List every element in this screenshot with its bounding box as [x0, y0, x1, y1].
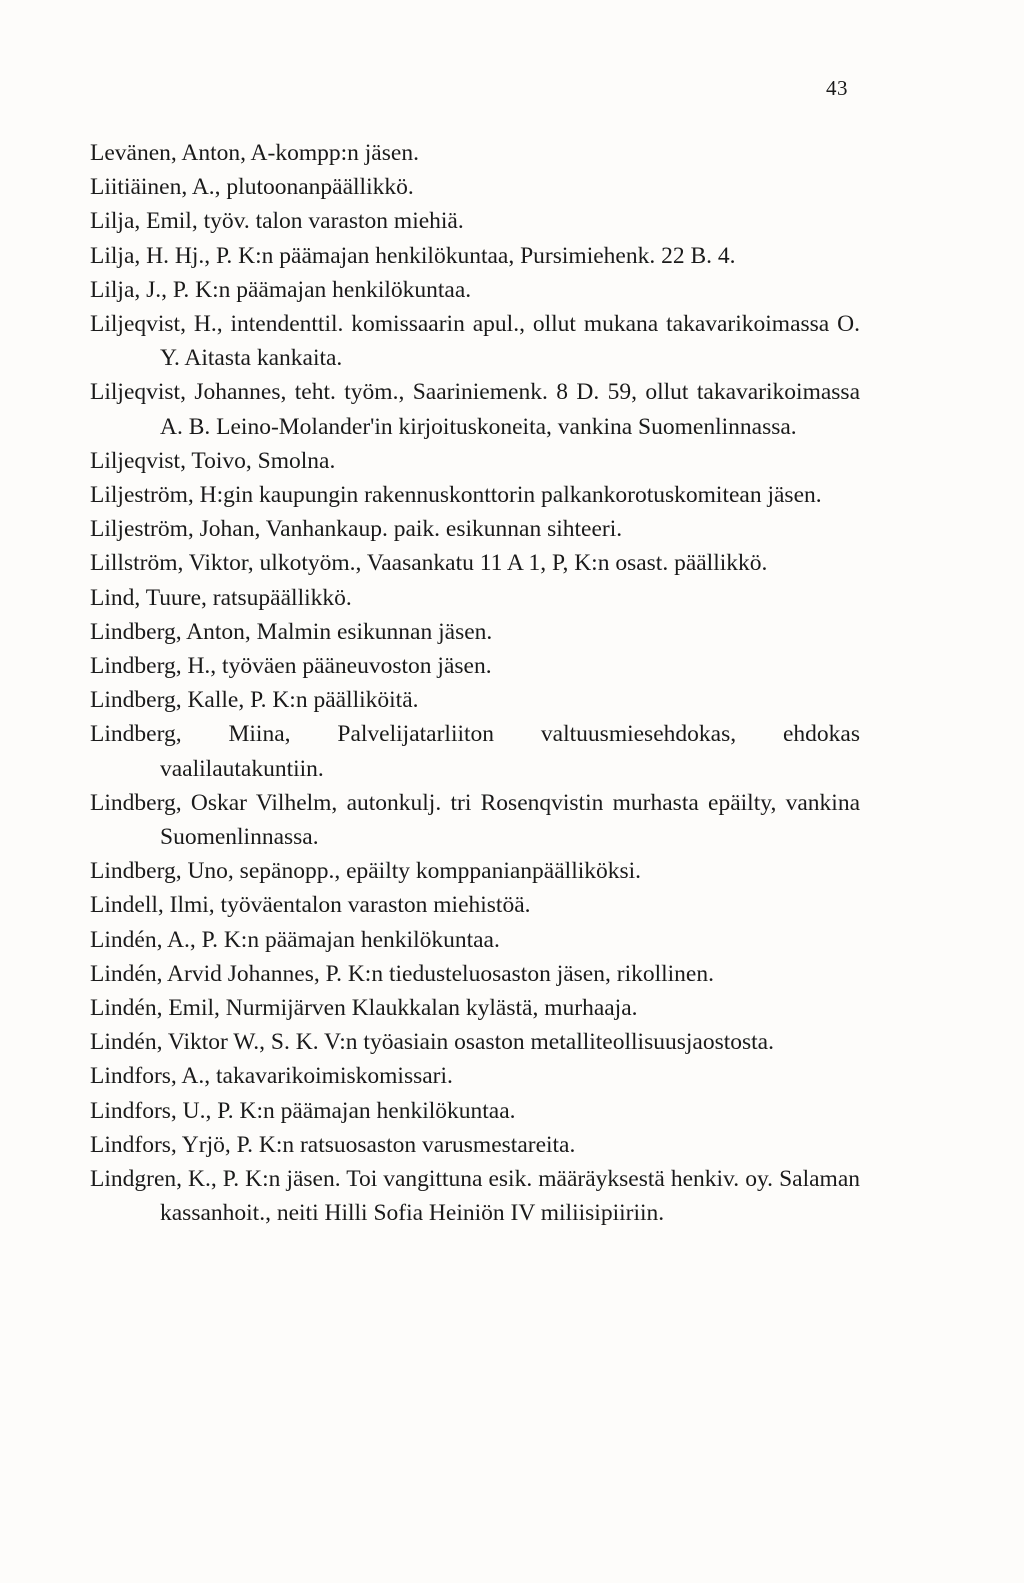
entry: Lilja, J., P. K:n päämajan henkilökuntaa. [90, 276, 472, 303]
entry: Liljeqvist, Johannes, teht. työm., Saariniemenk. 8 D. 59, ollut takavarikoimassa A. B. Leino-Molander'in kirjoituskoneita, vankina Suomenlinnassa. [90, 379, 860, 440]
entry: Lindberg, Anton, Malmin esikunnan jäsen. [90, 618, 493, 645]
entry: Lindell, Ilmi, työväentalon varaston miehistöä. [90, 892, 531, 919]
entry: Liljeström, H:gin kaupungin rakennuskonttorin palkankorotuskomitean jäsen. [90, 482, 822, 509]
entry: Levänen, Anton, A-kompp:n jäsen. [90, 140, 419, 166]
entry: Lilja, H. Hj., P. K:n päämajan henkilökuntaa, Pursimiehenk. 22 B. 4. [90, 242, 736, 269]
entry: Lindberg, Miina, Palvelijatarliiton valtuusmiesehdokas, ehdokas vaalilautakuntiin. [90, 721, 860, 782]
entry: Lindfors, U., P. K:n päämajan henkilökuntaa. [90, 1097, 516, 1124]
entry: Lindberg, Kalle, P. K:n päälliköitä. [90, 687, 419, 714]
entry: Lilja, Emil, työv. talon varaston miehiä. [90, 208, 464, 235]
entry: Lindfors, A., takavarikoimiskomissari. [90, 1063, 453, 1090]
entry: Liljeqvist, Toivo, Smolna. [90, 447, 336, 474]
entry: Lind, Tuure, ratsupäällikkö. [90, 584, 352, 611]
entry: Lindén, Emil, Nurmijärven Klaukkalan kylästä, murhaaja. [90, 995, 638, 1022]
entry: Lindberg, Uno, sepänopp., epäilty komppanianpäälliköksi. [90, 858, 642, 885]
entry-list [90, 136, 860, 1231]
entry: Lindén, A., P. K:n päämajan henkilökuntaa. [90, 926, 500, 953]
entry: Lindén, Arvid Johannes, P. K:n tiedusteluosaston jäsen, rikollinen. [90, 960, 714, 987]
entry: Liitiäinen, A., plutoonanpäällikkö. [90, 174, 414, 201]
entry: Lindberg, Oskar Vilhelm, autonkulj. tri Rosenqvistin murhasta epäilty, vankina Suomenlinnassa. [90, 789, 860, 851]
entry: Liljeström, Johan, Vanhankaup. paik. esikunnan sihteeri. [90, 516, 623, 543]
entry: Lindberg, H., työväen pääneuvoston jäsen. [90, 653, 492, 680]
entry: Lillström, Viktor, ulkotyöm., Vaasankatu 11 A 1, P, K:n osast. päällikkö. [90, 550, 768, 577]
entry: Lindén, Viktor W., S. K. V:n työasiain osaston metalliteollisuusjaostosta. [90, 1029, 774, 1056]
page-number: 43 [826, 76, 848, 100]
entry: Lindgren, K., P. K:n jäsen. Toi vangittuna esik. määräyksestä henkiv. oy. Salaman kassanhoit., neiti Hilli Sofia Heiniön IV miliisipiiriin. [90, 1166, 860, 1227]
entry: Liljeqvist, H., intendenttil. komissaarin apul., ollut mukana takavarikoimassa O. Y. Aitasta kankaita. [90, 311, 860, 372]
entry: Lindfors, Yrjö, P. K:n ratsuosaston varusmestareita. [90, 1131, 576, 1158]
